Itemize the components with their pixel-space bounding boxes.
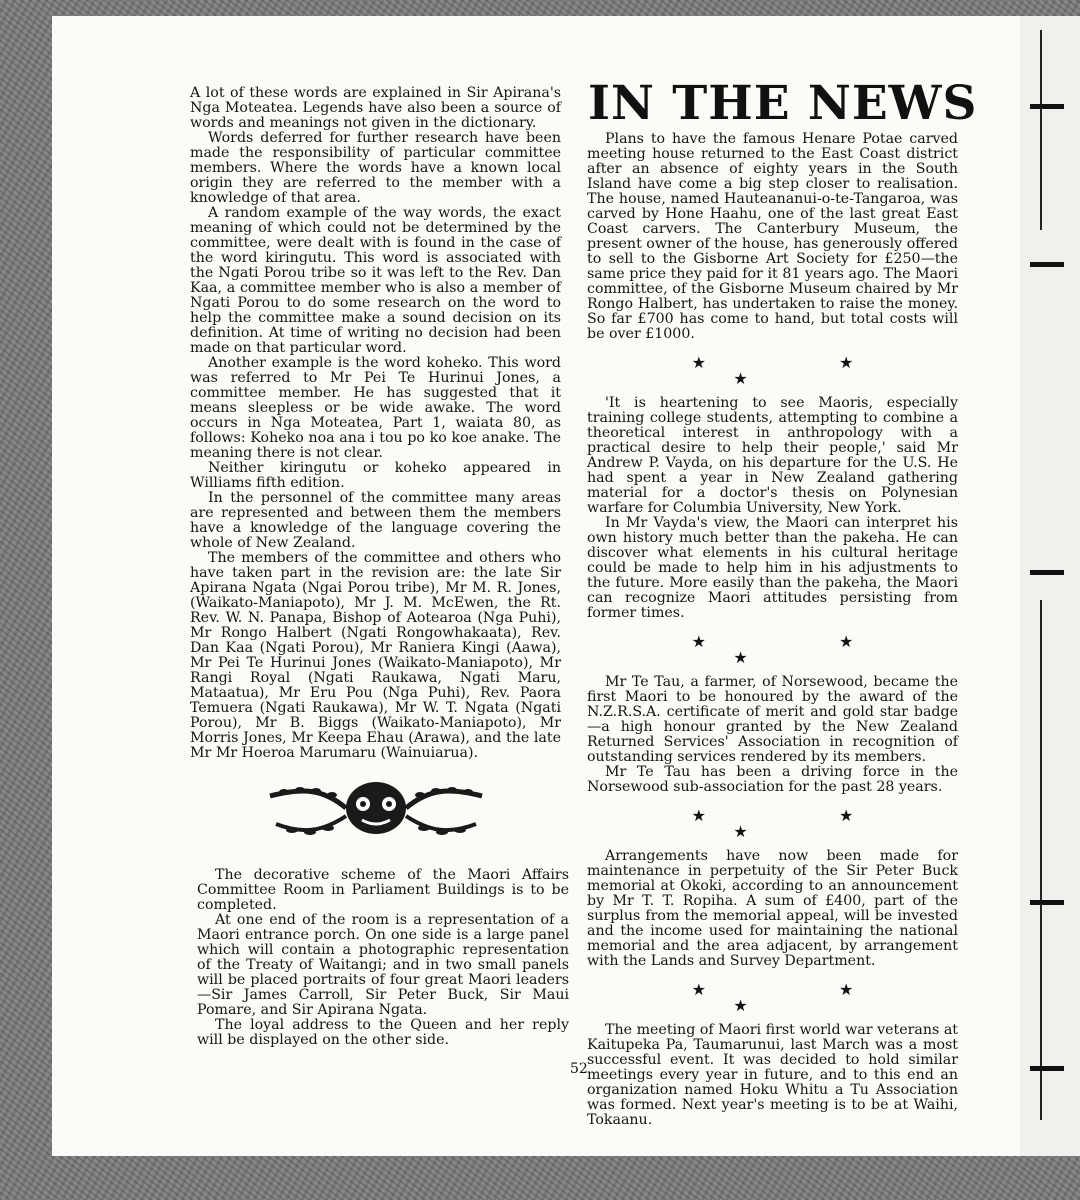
page-edge-line: [1040, 600, 1042, 1120]
paragraph: The decorative scheme of the Maori Affairs Committee Room in Parliament Buildings is to be completed.: [197, 867, 569, 913]
page-number: 52: [570, 1061, 588, 1077]
in-the-news-column: [587, 132, 958, 1128]
paragraph: Neither kiringutu or koheko appeared in Williams fifth edition.: [190, 460, 561, 491]
paragraph: Words deferred for further research have been made the responsibility of particular committee members. Where the words have a known local origin they are referred to the member with a knowledge of that area.: [190, 130, 561, 206]
paragraph: A random example of the way words, the exact meaning of which could not be determined by the committee, were dealt with is found in the case of the word kiringutu. This word is associated with the Ngati Porou tribe so it was left to the Rev. Dan Kaa, a committee member who is also a member of Ngati Porou to do some research on the word to help the committee make a sound decision on its definition. At time of writing no decision had been made on that particular word.: [190, 205, 561, 356]
left-column: [190, 86, 561, 761]
edge-mark: [1030, 1066, 1064, 1071]
paragraph: Arrangements have now been made for maintenance in perpetuity of the Sir Peter Buck memorial at Okoki, according to an announcement by Mr T. T. Ropiha. A sum of £400, part of the surplus from the memorial appeal, will be invested and the income used for maintaining the national memorial and the area adjacent, by arrangement with the Lands and Survey Department.: [587, 848, 958, 969]
news-item: [587, 132, 958, 342]
paragraph: 'It is heartening to see Maoris, especially training college students, attempting to combine a theoretical interest in anthropology with a practical desire to help their people,' said Mr Andrew P. Vayda, on his departure for the U.S. He had spent a year in New Zealand gathering material for a doctor's thesis on Polynesian warfare for Columbia University, New York.: [587, 395, 958, 516]
star-separator: ★ ★ ★: [691, 980, 918, 1015]
paragraph: The loyal address to the Queen and her reply will be displayed on the other side.: [197, 1017, 569, 1048]
paragraph: A lot of these words are explained in Sir Apirana's Nga Moteatea. Legends have also been a source of words and meanings not given in the dictionary.: [190, 85, 561, 131]
paragraph: In Mr Vayda's view, the Maori can interpret his own history much better than the pakeha. He can discover what elements in his cultural heritage could be made to help him in his adjustments to the future. More easily than the pakeha, the Maori can recognize Maori attitudes persisting from former times.: [587, 515, 958, 621]
page-headline: IN THE NEWS: [588, 76, 978, 131]
news-item: [587, 396, 958, 621]
paragraph: In the personnel of the committee many areas are represented and between them the members have a knowledge of the language covering the whole of New Zealand.: [190, 490, 561, 551]
star-separator: ★ ★ ★: [691, 353, 918, 388]
star-separator: ★ ★ ★: [691, 632, 918, 667]
edge-mark: [1030, 262, 1064, 267]
news-item: [587, 1023, 958, 1128]
maori-carving-ornament-icon: [262, 778, 490, 842]
paragraph: The meeting of Maori first world war veterans at Kaitupeka Pa, Taumarunui, last March was a most successful event. It was decided to hold similar meetings every year in future, and to this end an organization named Hoku Whitu a Tu Association was formed. Next year's meeting is to be at Waihi, Tokaanu.: [587, 1022, 958, 1128]
edge-mark: [1030, 570, 1064, 575]
paragraph: The members of the committee and others who have taken part in the revision are: the late Sir Apirana Ngata (Ngai Porou tribe), Mr M. R. Jones, (Waikato-Maniapoto), Mr J. M. McEwen, the Rt. Rev. W. N. Panapa, Bishop of Aotearoa (Nga Puhi), Mr Rongo Halbert (Ngati Rongowhakaata), Rev. Dan Kaa (Ngati Porou), Mr Raniera Kingi (Aawa), Mr Pei Te Hurinui Jones (Waikato-Maniapoto), Mr Rangi Royal (Ngati Raukawa, Ngati Maru, Mataatua), Mr Eru Pou (Nga Puhi), Rev. Paora Temuera (Ngati Raukawa), Mr W. T. Ngata (Ngati Porou), Mr B. Biggs (Waikato-Maniapoto), Mr Morris Jones, Mr Keepa Ehau (Arawa), and the late Mr Mr Hoeroa Marumaru (Wainuiarua).: [190, 550, 561, 761]
edge-mark: [1030, 900, 1064, 905]
paragraph: Mr Te Tau has been a driving force in the Norsewood sub-association for the past 28 years.: [587, 764, 958, 795]
star-separator: ★ ★ ★: [691, 806, 918, 841]
news-item: [587, 849, 958, 969]
edge-mark: [1030, 104, 1064, 109]
news-item: [587, 675, 958, 795]
maori-affairs-room-article: [197, 868, 569, 1048]
paragraph: Mr Te Tau, a farmer, of Norsewood, became the first Maori to be honoured by the award of the N.Z.R.S.A. certificate of merit and gold star badge—a high honour granted by the New Zealand Returned Services' Association in recognition of outstanding services rendered by its members.: [587, 674, 958, 765]
paragraph: At one end of the room is a representation of a Maori entrance porch. On one side is a large panel which will contain a photographic representation of the Treaty of Waitangi; and in two small panels will be placed portraits of four great Maori leaders—Sir James Carroll, Sir Peter Buck, Sir Maui Pomare, and Sir Apirana Ngata.: [197, 912, 569, 1018]
paragraph: Plans to have the famous Henare Potae carved meeting house returned to the East Coast district after an absence of eighty years in the South Island have come a big step closer to realisation. The house, named Hauteananui-o-te-Tangaroa, was carved by Hone Haahu, one of the last great East Coast carvers. The Canterbury Museum, the present owner of the house, has generously offered to sell to the Gisborne Art Society for £250—the same price they paid for it 81 years ago. The Maori committee, of the Gisborne Museum chaired by Mr Rongo Halbert, has undertaken to raise the money. So far £700 has come to hand, but total costs will be over £1000.: [587, 131, 958, 342]
facing-page-edge: [1020, 16, 1080, 1156]
page-edge-line: [1040, 30, 1042, 230]
paragraph: Another example is the word koheko. This word was referred to Mr Pei Te Hurinui Jones, a committee member. He has suggested that it means sleepless or be wide awake. The word occurs in Nga Moteatea, Part 1, waiata 80, as follows: Koheko noa ana i tou po ko koe anake. The meaning there is not clear.: [190, 355, 561, 461]
